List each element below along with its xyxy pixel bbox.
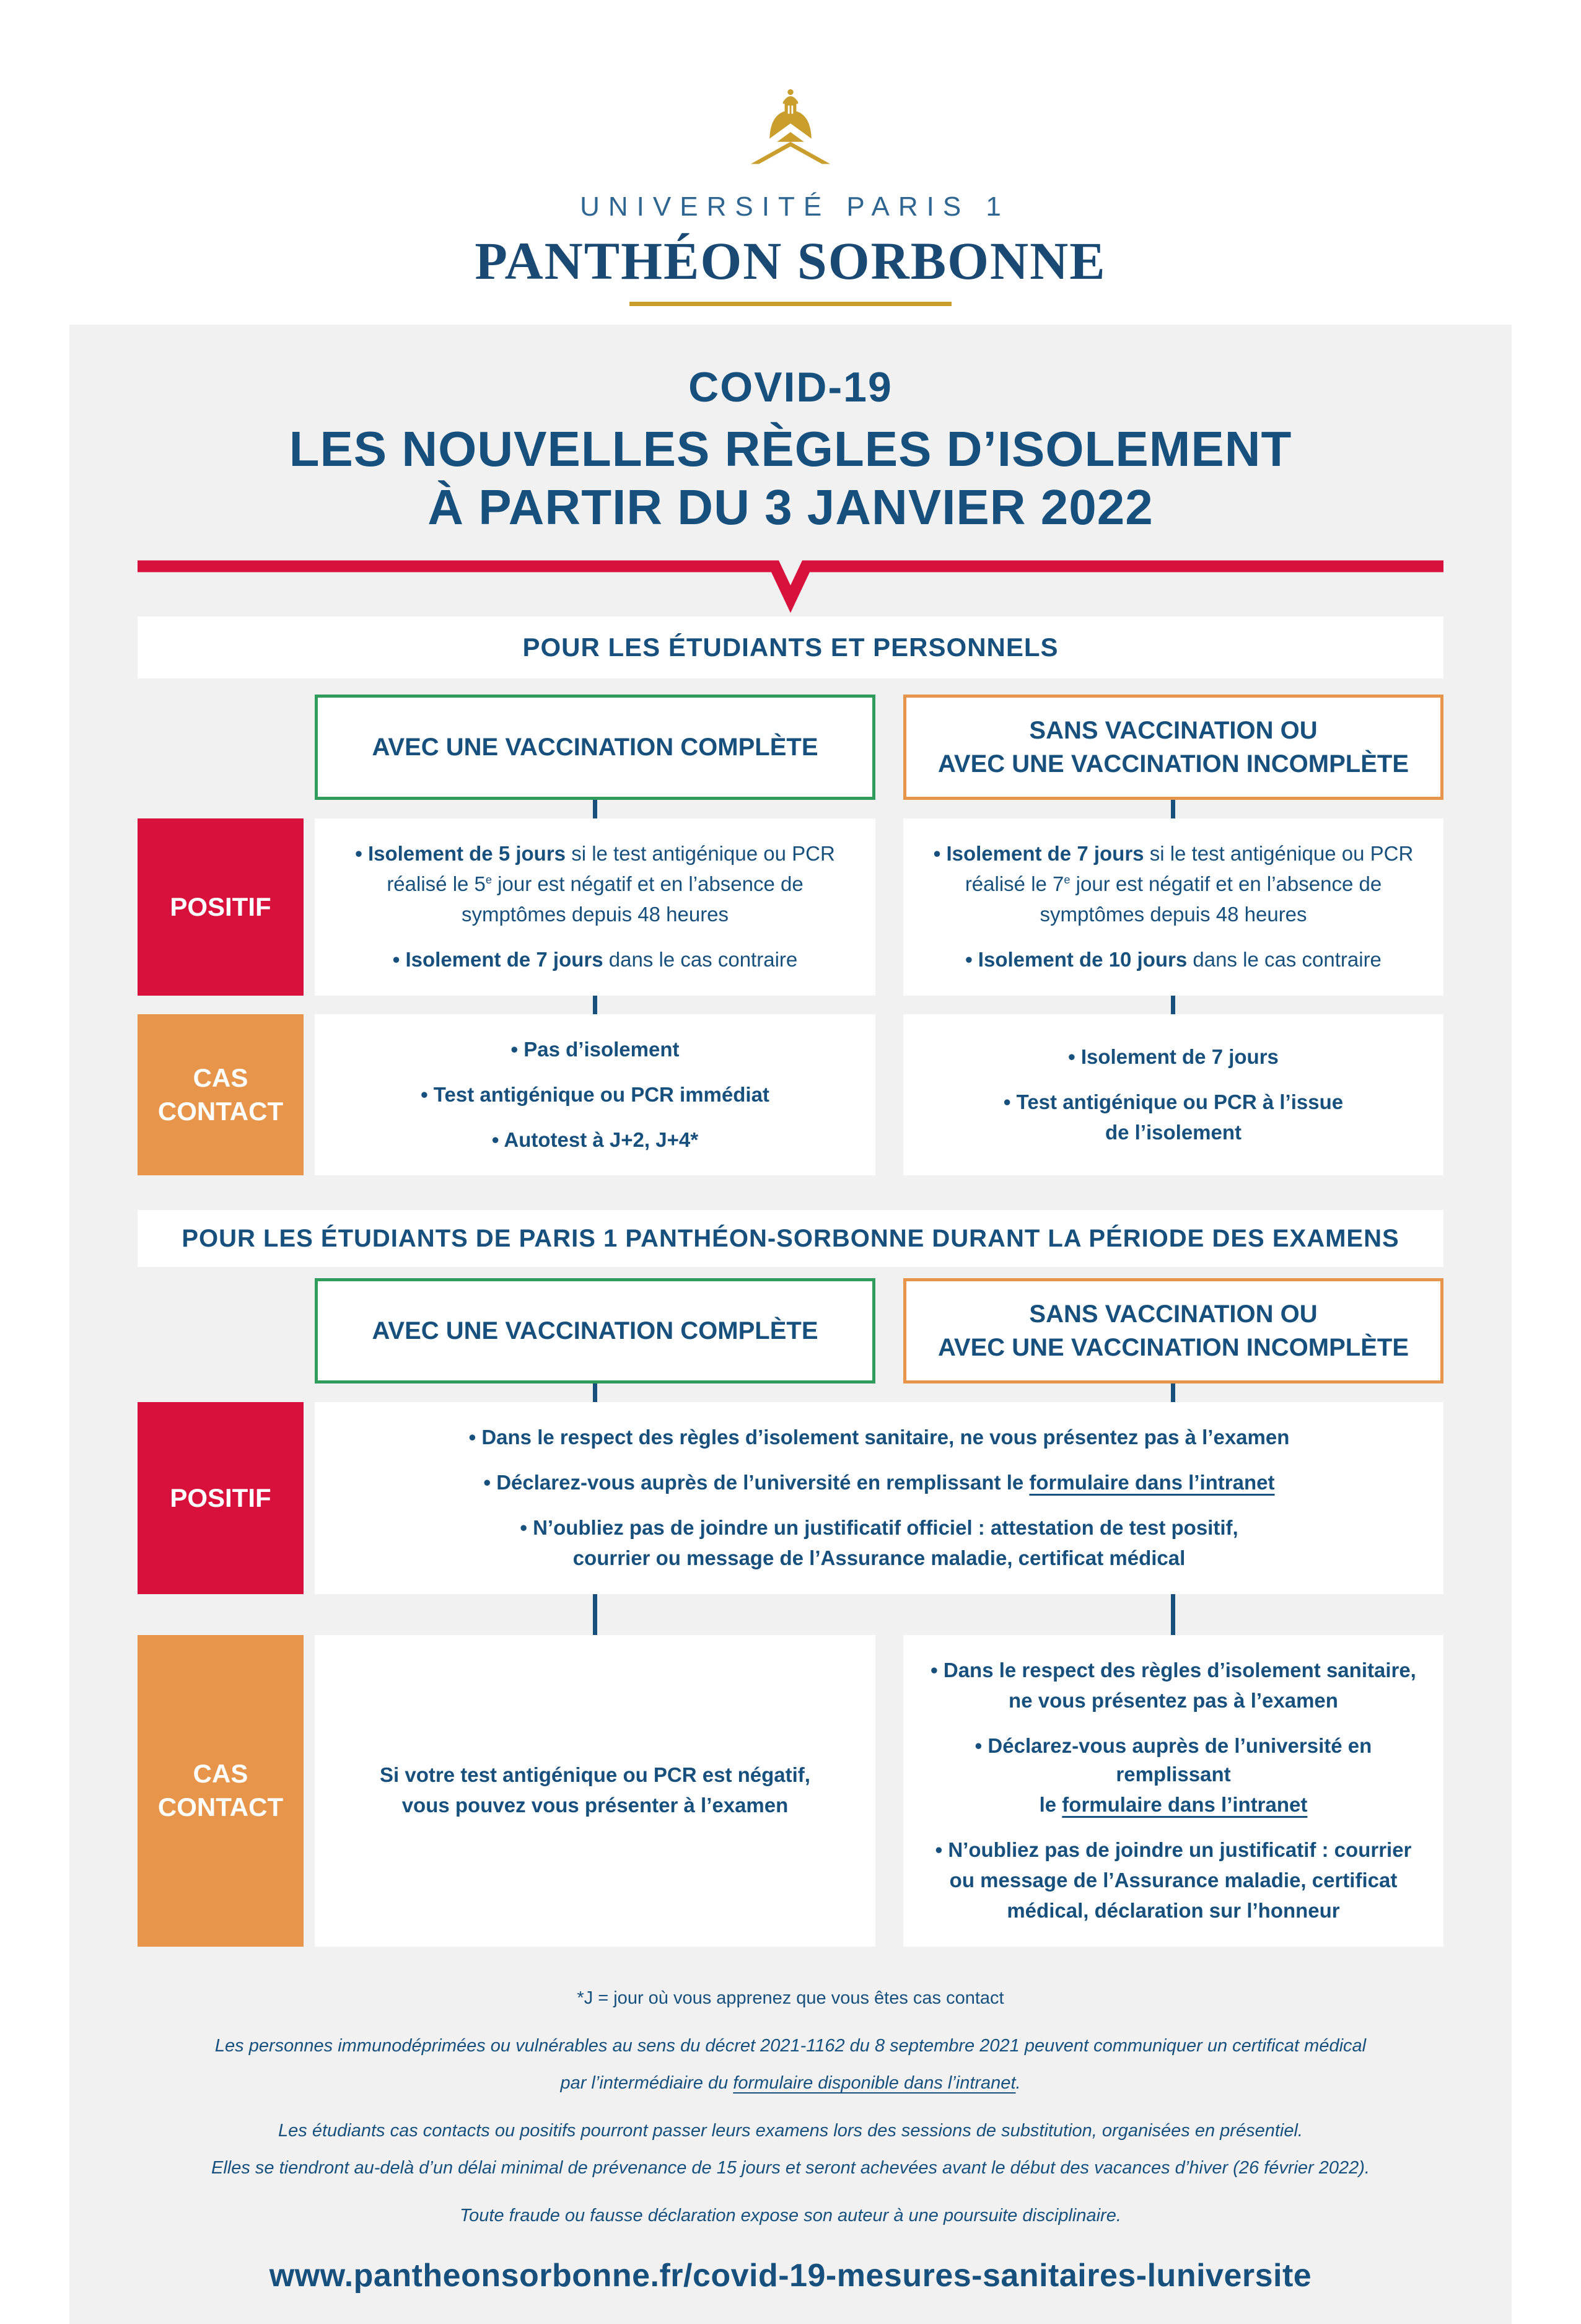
text-segment: *J = jour où vous apprenez que vous êtes cas contact <box>577 1988 1004 2008</box>
bullet-line <box>922 1732 1425 1790</box>
logo-university-line: UNIVERSITÉ PARIS 1 <box>580 191 1010 222</box>
label-positif-text: POSITIF <box>170 1483 271 1512</box>
bullet-dot: • <box>1068 1045 1081 1068</box>
label-contact-text: CONTACT <box>157 1792 284 1822</box>
bullet-line <box>922 840 1425 869</box>
cell-cas-exams-unvaccinated <box>903 1635 1443 1947</box>
bullet-line <box>922 1043 1425 1072</box>
bullet-line <box>922 1656 1425 1685</box>
text-segment: Isolement de 10 jours <box>978 947 1188 971</box>
header-spacer <box>138 1278 315 1383</box>
label-cas-contact <box>138 1014 304 1176</box>
text-segment: Isolement de 7 jours <box>946 842 1144 866</box>
text-segment: Dans le respect des règles d’isolement sanitaire, ne vous présentez pas à l’examen <box>481 1426 1290 1449</box>
bullet-dot: • <box>935 1838 948 1862</box>
header-vaccination-incomplete <box>903 1278 1443 1383</box>
logo-wordmark: PANTHÉON SORBONNE <box>475 231 1106 291</box>
connector-left <box>593 800 597 818</box>
section-exam-period <box>138 1210 1443 1946</box>
text-segment: courrier ou message de l’Assurance maladie, certificat médical <box>572 1546 1186 1569</box>
bullet-line <box>333 840 857 869</box>
text-line <box>138 2118 1443 2145</box>
text-segment: le <box>1039 1793 1062 1817</box>
label-positif <box>138 1402 304 1594</box>
text-segment: ou message de l’Assurance maladie, certificat <box>949 1868 1398 1892</box>
bullet-line <box>922 1088 1425 1117</box>
header-spacer <box>138 695 315 800</box>
footnotes <box>138 1985 1443 2230</box>
footnote-immunocompromised <box>138 2033 1443 2097</box>
intranet-form-link[interactable]: formulaire disponible dans l’intranet <box>733 2072 1016 2093</box>
text-segment: Les personnes immunodéprimées ou vulnérables au sens du décret 2021-1162 du 8 septembre 2021 peuvent communiquer un certificat médical <box>214 2036 1367 2056</box>
bullet-dot: • <box>468 1426 482 1449</box>
label-cas-text: CAS <box>193 1063 248 1092</box>
header-vaccination-incomplete <box>903 695 1443 800</box>
row-positif-exams <box>138 1402 1443 1594</box>
header-vaccination-complete <box>315 1278 875 1383</box>
text-line <box>138 2155 1443 2182</box>
section1-banner: POUR LES ÉTUDIANTS ET PERSONNELS <box>138 616 1443 678</box>
connector-left <box>593 1594 597 1635</box>
text-segment: jour est négatif et en l’absence de <box>492 872 804 896</box>
text-line <box>333 900 857 929</box>
bullet-dot: • <box>931 1658 944 1682</box>
text-segment: Isolement de 5 jours <box>367 842 566 866</box>
text-segment: Test antigénique ou PCR immédiat <box>433 1082 769 1106</box>
text-segment: Elles se tiendront au-delà d’un délai minimal de prévenance de 15 jours et seront achevées avant le début des vacances d’hiver (26 février 2022). <box>211 2157 1370 2178</box>
bullet-dot: • <box>421 1082 434 1106</box>
text-line <box>138 2070 1443 2097</box>
label-contact-text: CONTACT <box>157 1097 284 1126</box>
intranet-form-link[interactable]: formulaire dans l’intranet <box>1062 1793 1308 1817</box>
text-segment: . <box>1015 2072 1021 2093</box>
pantheon-dome-icon <box>0 88 1581 182</box>
text-line <box>922 1896 1425 1926</box>
text-line <box>922 1118 1425 1147</box>
row-cas-contact-exams <box>138 1635 1443 1947</box>
text-line <box>333 870 857 899</box>
bullet-line <box>333 1514 1425 1543</box>
bullet-dot: • <box>392 947 406 971</box>
bullet-dot: • <box>491 1128 504 1151</box>
text-segment: symptômes depuis 48 heures <box>461 903 729 926</box>
text-line <box>138 1985 1443 2012</box>
text-segment: Isolement de 7 jours <box>405 947 603 971</box>
text-segment: Dans le respect des règles d’isolement sanitaire, <box>943 1658 1416 1682</box>
header-vaccination-complete <box>315 695 875 800</box>
header-vaccination-complete-label: AVEC UNE VACCINATION COMPLÈTE <box>372 734 818 761</box>
connector-lines <box>138 1594 1443 1635</box>
row-cas-contact <box>138 1014 1443 1176</box>
header-incomplete-line1: SANS VACCINATION OU <box>1029 1300 1318 1328</box>
text-segment: de l’isolement <box>1105 1120 1242 1144</box>
bullet-line <box>922 1836 1425 1865</box>
bullet-line <box>333 1423 1425 1452</box>
text-line <box>333 1544 1425 1573</box>
connector-left <box>593 996 597 1014</box>
text-segment: dans le cas contraire <box>603 947 798 971</box>
poster-title <box>138 420 1443 536</box>
text-segment: e <box>1064 874 1071 887</box>
text-segment: si le test antigénique ou PCR <box>566 842 835 866</box>
text-line <box>333 1791 857 1820</box>
connector-lines <box>138 1383 1443 1402</box>
text-segment: Autotest à J+2, J+4* <box>504 1128 699 1151</box>
title-line1: LES NOUVELLES RÈGLES D’ISOLEMENT <box>289 421 1292 477</box>
bullet-line <box>333 1035 857 1064</box>
text-segment: vous pouvez vous présenter à l’examen <box>401 1794 789 1817</box>
bullet-line <box>333 945 857 975</box>
connector-right <box>1171 996 1175 1014</box>
cell-positif-vaccinated <box>315 818 875 995</box>
connector-right <box>1171 800 1175 818</box>
connector-lines <box>138 996 1443 1014</box>
section2-banner: POUR LES ÉTUDIANTS DE PARIS 1 PANTHÉON-SORBONNE DURANT LA PÉRIODE DES EXAMENS <box>138 1210 1443 1267</box>
intranet-form-link[interactable]: formulaire dans l’intranet <box>1029 1471 1275 1494</box>
connector-left <box>593 1383 597 1402</box>
bullet-line <box>333 1126 857 1155</box>
text-line <box>922 900 1425 929</box>
text-segment: N’oubliez pas de joindre un justificatif : courrier <box>948 1838 1412 1862</box>
text-segment: Test antigénique ou PCR à l’issue <box>1016 1090 1344 1113</box>
cell-positif-exams <box>315 1402 1443 1594</box>
text-line <box>922 1791 1425 1820</box>
bullet-line <box>333 1081 857 1110</box>
text-segment: Déclarez-vous auprès de l’université en remplissant le <box>496 1471 1030 1494</box>
text-line <box>138 2033 1443 2060</box>
bullet-dot: • <box>510 1037 524 1061</box>
section-students-and-staff <box>138 616 1443 1175</box>
text-segment: jour est négatif et en l’absence de <box>1070 872 1382 896</box>
text-segment: Déclarez-vous auprès de l’université en remplissant <box>988 1734 1372 1786</box>
red-arrow-divider <box>138 557 1443 616</box>
bullet-dot: • <box>355 842 368 866</box>
text-line <box>138 2203 1443 2230</box>
text-line <box>922 870 1425 899</box>
footnote-fraud-warning <box>138 2203 1443 2230</box>
website-url[interactable]: www.pantheonsorbonne.fr/covid-19-mesures-sanitaires-luniversite <box>269 2257 1312 2294</box>
bullet-dot: • <box>965 947 978 971</box>
bullet-dot: • <box>1003 1090 1017 1113</box>
text-segment: symptômes depuis 48 heures <box>1040 903 1307 926</box>
bullet-line <box>922 945 1425 975</box>
text-segment: N’oubliez pas de joindre un justificatif officiel : attestation de test positif, <box>533 1516 1238 1540</box>
text-segment: réalisé le 5 <box>387 872 486 896</box>
cell-cas-unvaccinated <box>903 1014 1443 1176</box>
row-positif <box>138 818 1443 995</box>
connector-lines <box>138 800 1443 818</box>
bullet-line <box>333 1468 1425 1497</box>
header-incomplete-line1: SANS VACCINATION OU <box>1029 717 1318 745</box>
footnote-asterisk <box>138 1985 1443 2012</box>
header-vaccination-complete-label: AVEC UNE VACCINATION COMPLÈTE <box>372 1317 818 1345</box>
logo-gold-underline <box>629 302 952 306</box>
text-segment: dans le cas contraire <box>1187 947 1382 971</box>
cell-cas-exams-vaccinated <box>315 1635 875 1947</box>
text-segment: Isolement de 7 jours <box>1080 1045 1279 1068</box>
text-line <box>333 1761 857 1790</box>
university-logo <box>0 0 1581 306</box>
text-segment: réalisé le 7 <box>965 872 1064 896</box>
text-segment: par l’intermédiaire du <box>560 2072 734 2093</box>
label-positif <box>138 818 304 995</box>
text-line <box>922 1866 1425 1895</box>
footnote-substitution-sessions <box>138 2118 1443 2181</box>
poster-body <box>69 325 1512 2324</box>
header-incomplete-line2: AVEC UNE VACCINATION INCOMPLÈTE <box>937 1334 1409 1362</box>
title-line2: À PARTIR DU 3 JANVIER 2022 <box>427 479 1154 535</box>
text-segment: si le test antigénique ou PCR <box>1144 842 1414 866</box>
section1-column-headers <box>138 695 1443 800</box>
bullet-dot: • <box>520 1516 533 1540</box>
text-line <box>922 1686 1425 1716</box>
text-segment: Les étudiants cas contacts ou positifs pourront passer leurs examens lors des sessions de substitution, organisées en présentiel. <box>278 2121 1303 2141</box>
section2-column-headers <box>138 1278 1443 1383</box>
text-segment: Pas d’isolement <box>523 1037 680 1061</box>
label-cas-text: CAS <box>193 1758 248 1788</box>
label-cas-contact <box>138 1635 304 1947</box>
text-segment: ne vous présentez pas à l’examen <box>1009 1688 1338 1712</box>
text-segment: Si votre test antigénique ou PCR est négatif, <box>380 1763 810 1787</box>
text-segment: Toute fraude ou fausse déclaration expose son auteur à une poursuite disciplinaire. <box>460 2206 1121 2226</box>
header-incomplete-line2: AVEC UNE VACCINATION INCOMPLÈTE <box>937 750 1409 778</box>
header-vaccination-incomplete-label <box>938 1297 1409 1364</box>
bullet-dot: • <box>974 1734 988 1757</box>
covid-kicker: COVID-19 <box>688 364 893 411</box>
bullet-dot: • <box>933 842 947 866</box>
cell-positif-unvaccinated <box>903 818 1443 995</box>
connector-right <box>1171 1594 1175 1635</box>
header-vaccination-incomplete-label <box>938 714 1409 781</box>
text-segment: e <box>485 874 492 887</box>
connector-right <box>1171 1383 1175 1402</box>
cell-cas-vaccinated <box>315 1014 875 1176</box>
label-positif-text: POSITIF <box>170 892 271 921</box>
text-segment: médical, déclaration sur l’honneur <box>1007 1898 1340 1922</box>
bullet-dot: • <box>483 1471 497 1494</box>
